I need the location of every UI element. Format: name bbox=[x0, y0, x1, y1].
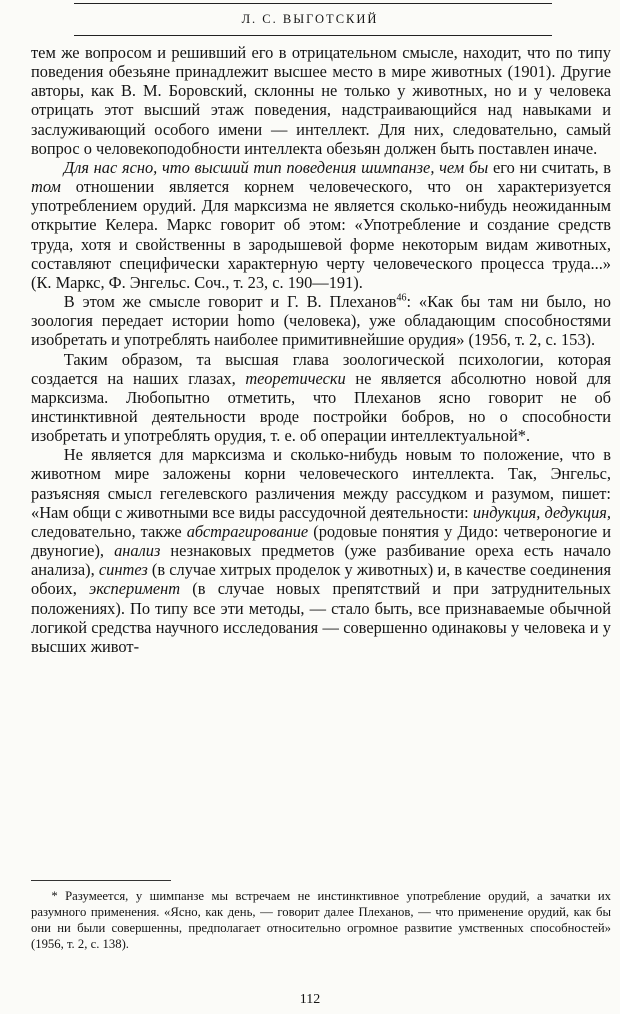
italic-text: анализ bbox=[114, 541, 161, 561]
italic-text: синтез bbox=[98, 560, 148, 580]
paragraph bbox=[31, 43, 611, 158]
italic-text: эксперимент bbox=[89, 579, 181, 599]
text-run: (в случае новых препятствий и при затруднительных положениях). По типу все эти методы, — стало быть, все признаваемые обычной логикой средства научного исследования — совершенно одинаковы у человека и у высших живот- bbox=[31, 579, 611, 656]
italic-text: абстрагирование bbox=[186, 521, 309, 541]
italic-text: Для нас ясно, что высший тип поведения шимпанзе, чем бы bbox=[63, 157, 489, 177]
italic-text: индукция, дедукция, bbox=[472, 502, 611, 522]
text-run: Не является для марксизма и сколько-нибудь новым то положение, что в животном мире заложены корни человеческого интеллекта. Так, Энгельс, разъясняя смысл гегелевского различения между рассудком и разумом, пишет: «Нам общи с животными все виды рассудочной деятельности: bbox=[31, 445, 611, 522]
paragraph bbox=[31, 445, 611, 656]
text-run: его ни считать, в bbox=[488, 157, 612, 177]
italic-text: том bbox=[31, 177, 61, 197]
text-run: следовательно, также bbox=[31, 521, 187, 541]
italic-text: теоретически bbox=[245, 368, 346, 388]
footnote-rule bbox=[31, 880, 171, 881]
text-run: : «Как бы там ни было, но зоология передает истории homo (человека), уже обладающим способностями изобретать и употреблять наиболее примитивнейшие орудия» (1956, т. 2, с. 153). bbox=[31, 292, 611, 350]
paragraph bbox=[31, 158, 611, 292]
text-run: (в случае хитрых проделок у животных) и, в качестве соединения обоих, bbox=[31, 560, 611, 599]
header-top-rule bbox=[74, 3, 552, 4]
paragraph bbox=[31, 350, 611, 446]
text-run: В этом же смысле говорит и Г. В. Плеханов bbox=[63, 292, 397, 312]
page-number: 112 bbox=[299, 992, 321, 1007]
text-run: незнаковых предметов (уже разбивание ореха есть начало анализа), bbox=[31, 541, 611, 580]
footnote-text: * Разумеется, у шимпанзе мы встречаем не инстинктивное употребление орудий, а зачатки их разумного применения. «Ясно, как день, — говорит далее Плеханов, — что применение орудий, как бы они ни были совершенны, предполагает относительно огромное развитие умственных способностей» (1956, т. 2, с. 138). bbox=[31, 889, 611, 951]
text-run: отношении является корнем человеческого, что он характеризуется употреблением орудий. Для марксизма не является сколько-нибудь неожиданным открытие Келера. Маркс говорит об этом: «Употребление и создание средств труда, хотя и свойственны в зародышевой форме некоторым видам животных, составляют специфически характерную черту человеческого процесса труда...» (К. Маркс, Ф. Энгельс. Соч., т. 23, с. 190—191). bbox=[31, 177, 611, 292]
text-run: (родовые понятия у Дидо: четвероногие и двуногие), bbox=[31, 521, 611, 561]
footnote-reference: 46 bbox=[396, 292, 407, 304]
text-run: тем же вопросом и решивший его в отрицательном смысле, находит, что по типу поведения обезьяне принадлежит высшее место в мире животных (1901). Другие авторы, как В. М. Боровский, склонны не только у животных, но и у человека отрицать этот высший этаж поведения, надстраивающийся над навыками и заслуживающий особого имени — интеллект. Для них, следовательно, самый вопрос о человекоподобности интеллекта обезьян должен быть поставлен иначе. bbox=[31, 43, 611, 158]
footnote bbox=[31, 888, 611, 952]
text-run: Таким образом, та высшая глава зоологической психологии, которая создается на наших глазах, bbox=[31, 349, 611, 388]
text-run: не является абсолютно новой для марксизма. Любопытно отметить, что Плеханов ясно говорит не об инстинктивной деятельности вроде постройки бобров, но о способности изобретать и употреблять орудия, т. е. об операции интеллектуальной*. bbox=[31, 368, 611, 446]
paragraph bbox=[31, 292, 611, 349]
header-bottom-rule bbox=[74, 35, 552, 36]
running-head: Л. С. ВЫГОТСКИЙ bbox=[241, 12, 379, 26]
main-text bbox=[31, 43, 611, 656]
